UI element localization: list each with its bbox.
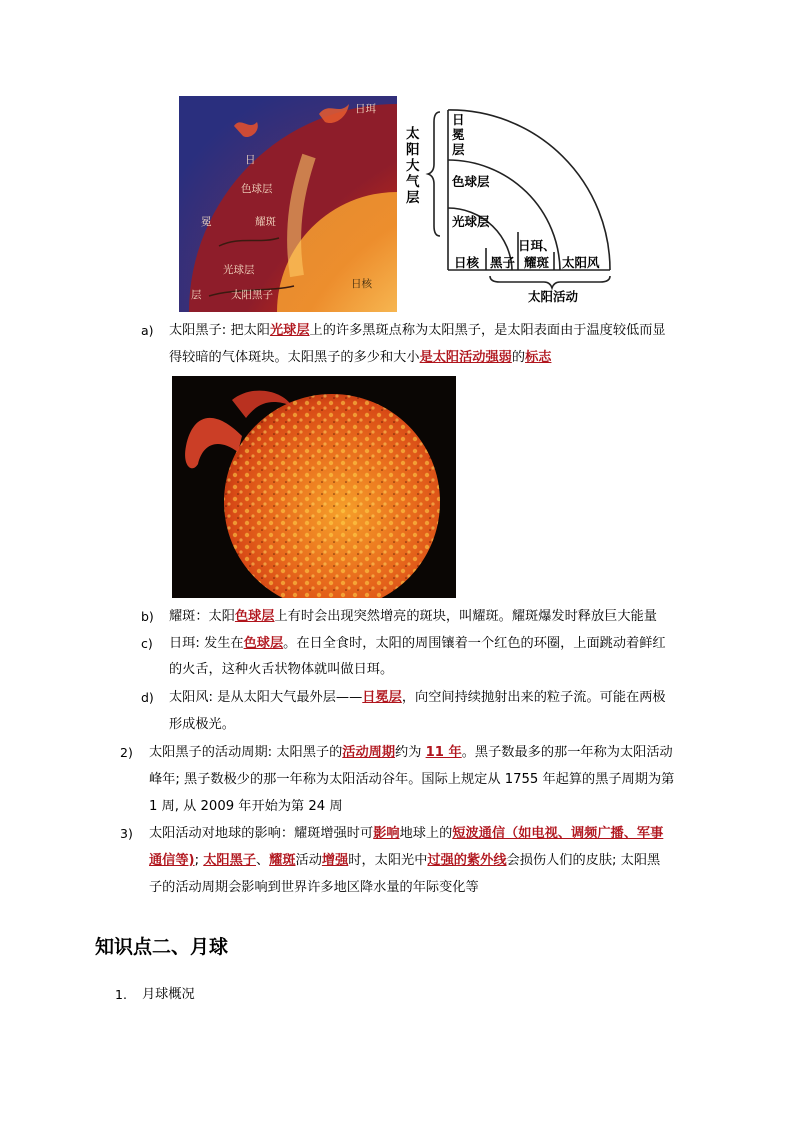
point-3-line2 (149, 851, 660, 871)
text: 的火舌，这种火舌状物体就叫做日珥。 (169, 662, 394, 677)
point-2-marker: 2) (120, 745, 133, 760)
section-title: 知识点二、月球 (95, 936, 229, 958)
text: 地球上的 (399, 826, 453, 841)
diagram-label-solar-wind: 太阳风 (562, 255, 600, 270)
text: 耀斑：太阳 (169, 609, 235, 624)
diagram-label-atmosphere: 太阳大气层 (406, 126, 420, 206)
photo-label-ceng: 层 (191, 289, 202, 301)
highlight-corona: 日冕层 (362, 690, 402, 705)
diagram-label-sunspot: 黑子 (490, 255, 516, 270)
text: 子的活动周期会影响到世界许多地区降水量的年际变化等 (149, 880, 479, 895)
highlight-increase: 增强 (321, 853, 349, 868)
diagram-label-chromosphere: 色球层 (452, 174, 490, 189)
photo-label-sunspot: 太阳黑子 (231, 289, 273, 301)
text: 得较暗的气体斑块。太阳黑子的多少和大小 (169, 350, 420, 365)
photo-label-chromosphere: 色球层 (241, 183, 273, 195)
highlight-11-years: 11 年 (425, 745, 462, 760)
highlight-chromosphere: 色球层 (243, 636, 284, 651)
point-3-line3 (149, 878, 479, 898)
diagram-label-prominence: 日珥、 (518, 238, 556, 253)
point-2-line2 (149, 770, 674, 790)
sun-surface-illustration (172, 376, 456, 598)
text: 形成极光。 (169, 717, 235, 732)
item-c-marker: c) (141, 636, 153, 651)
section-item-1-marker: 1. (115, 987, 127, 1002)
highlight-shortwave: 短波通信（如电视、调频广播、军事 (452, 826, 664, 841)
text: 会损伤人们的皮肤; 太阳黑 (506, 853, 661, 868)
item-c-line1 (169, 634, 666, 654)
text: 太阳风: 是从太阳大气最外层—— (169, 690, 363, 705)
point-3-marker: 3) (120, 826, 133, 841)
item-b-line1 (169, 607, 657, 627)
diagram-label-corona: 日冕层 (452, 112, 465, 157)
diagram-label-core: 日核 (454, 255, 480, 270)
text: 。黑子数最多的那一年称为太阳活动 (461, 745, 673, 760)
text: 月球概况 (142, 987, 195, 1002)
highlight-flare: 耀斑 (269, 853, 296, 868)
text: 活动 (295, 853, 322, 868)
text: 的 (511, 350, 526, 365)
sun-structure-photo (179, 96, 397, 312)
section-item-1-text (142, 985, 195, 1005)
sun-photo (172, 376, 456, 598)
diagram-label-flare: 耀斑 (524, 255, 550, 270)
text: 日珥: 发生在 (169, 636, 244, 651)
text: 上的许多黑斑点称为太阳黑子，是太阳表面由于温度较低而显 (309, 323, 666, 338)
layer-arcs (404, 104, 624, 310)
item-a-line2 (169, 348, 551, 368)
photo-label-core: 日核 (351, 278, 372, 290)
point-2-line3 (149, 797, 343, 817)
diagram-label-solar-activity: 太阳活动 (528, 289, 579, 304)
highlight-activity-strength: 是太阳活动强弱 (419, 350, 512, 365)
point-3-line1 (149, 824, 663, 844)
item-b-marker: b) (141, 609, 154, 624)
photo-label-flare: 耀斑 (255, 216, 276, 228)
item-a-marker: a) (141, 323, 154, 338)
text: ; (194, 853, 204, 868)
highlight-period: 活动周期 (342, 745, 396, 760)
text: 约为 (395, 745, 426, 760)
point-2-line1 (149, 743, 673, 763)
item-d-marker: d) (141, 690, 154, 705)
highlight-photosphere: 光球层 (269, 323, 310, 338)
photo-label-photosphere: 光球层 (223, 264, 255, 276)
text: 太阳活动对地球的影响：耀斑增强时可 (149, 826, 374, 841)
text: 1 周, 从 2009 年开始为第 24 周 (149, 799, 343, 814)
diagram-label-photosphere: 光球层 (452, 214, 490, 229)
item-a-line1 (169, 321, 666, 341)
item-c-line2 (169, 660, 393, 680)
photo-label-mian: 冕 (201, 216, 212, 228)
photo-label-prominence: 日珥 (355, 103, 376, 115)
highlight-comms: 通信等) (149, 853, 195, 868)
text: 太阳黑子的活动周期: 太阳黑子的 (149, 745, 343, 760)
text: 太阳黑子: 把太阳 (169, 323, 270, 338)
text: 峰年; 黑子数极少的那一年称为太阳活动谷年。国际上规定从 1755 年起算的黑子周期为第 (149, 772, 675, 787)
text: 上有时会出现突然增亮的斑块，叫耀斑。耀斑爆发时释放巨大能量 (274, 609, 657, 624)
highlight-chromosphere: 色球层 (234, 609, 275, 624)
item-d-line2 (169, 715, 235, 735)
highlight-sunspot: 太阳黑子 (203, 853, 256, 868)
text: ，向空间持续抛射出来的粒子流。可能在两极 (401, 690, 666, 705)
text: 、 (255, 853, 270, 868)
text: 时，太阳光中 (348, 853, 428, 868)
highlight-uv: 过强的紫外线 (427, 853, 507, 868)
text: 。在日全食时，太阳的周围镶着一个红色的环圈，上面跳动着鲜红 (283, 636, 666, 651)
highlight-affect: 影响 (373, 826, 400, 841)
sun-layer-diagram (404, 104, 624, 310)
highlight-indicator: 标志 (525, 350, 552, 365)
item-d-line1 (169, 688, 666, 708)
photo-label-ri: 日 (245, 154, 256, 166)
